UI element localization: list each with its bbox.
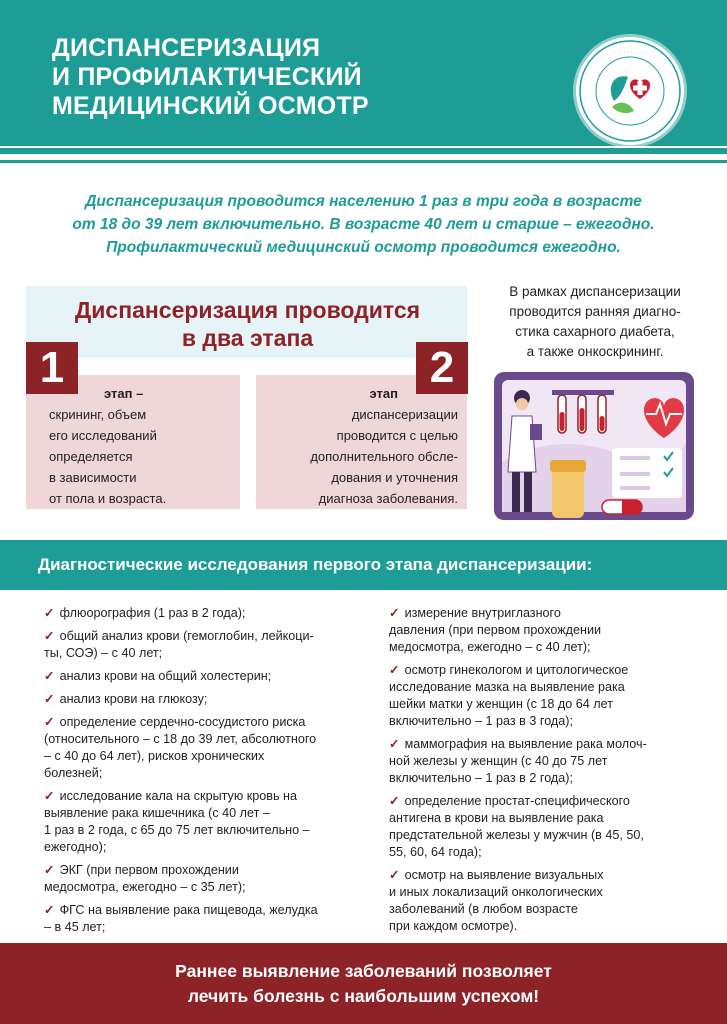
list-item-text: анализ крови на глюкозу;	[59, 692, 208, 706]
list-item	[44, 668, 374, 685]
stage-1-line: от пола и возраста.	[49, 491, 167, 506]
stage-2-line: диагноза заболевания.	[318, 491, 458, 506]
checkmark-icon: ✓	[389, 868, 400, 882]
medical-emblem-icon	[576, 37, 684, 145]
page-title	[52, 34, 369, 121]
intro-text	[20, 190, 707, 259]
list-item-text: заболеваний (в любом возрасте	[389, 902, 578, 916]
list-item-text: антигена в крови на выявление рака	[389, 811, 604, 825]
diagnostics-left-list	[44, 605, 374, 942]
list-item-text: ной железы у женщин (с 40 до 75 лет	[389, 754, 608, 768]
diagnostics-title: Диагностические исследования первого этапа диспансеризации:	[38, 555, 593, 574]
list-item	[44, 862, 374, 896]
side-note-line: стика сахарного диабета,	[515, 324, 675, 339]
list-item	[44, 788, 374, 856]
stage-1-line: в зависимости	[49, 470, 137, 485]
stage-2-line: дополнительного обсле-	[310, 449, 458, 464]
stage-2-line: дования и уточнения	[331, 470, 458, 485]
list-item	[389, 793, 699, 861]
list-item-text: осмотр на выявление визуальных	[404, 868, 604, 882]
checkmark-icon: ✓	[44, 629, 55, 643]
list-item	[44, 628, 374, 662]
checkmark-icon: ✓	[44, 903, 55, 917]
list-item-text: и иных локализаций онкологических	[389, 885, 603, 899]
footer-text	[0, 959, 727, 1009]
side-note-line: а также онкоскрининг.	[526, 344, 664, 359]
footer-line: Раннее выявление заболеваний позволяет	[175, 961, 552, 981]
list-item-text: анализ крови на общий холестерин;	[59, 669, 272, 683]
checkmark-icon: ✓	[44, 606, 55, 620]
list-item-text: исследование кала на скрытую кровь на	[59, 789, 298, 803]
list-item-text: ты, СОЭ) – с 40 лет;	[44, 646, 163, 660]
list-item	[389, 662, 699, 730]
list-item-text: измерение внутриглазного	[404, 606, 561, 620]
list-item-text: ФГС на выявление рака пищевода, желудка	[59, 903, 318, 917]
list-item	[44, 605, 374, 622]
list-item-text: выявление рака кишечника (с 40 лет –	[44, 806, 270, 820]
list-item-text: осмотр гинекологом и цитологическое	[404, 663, 629, 677]
checkmark-icon: ✓	[389, 606, 400, 620]
side-note	[476, 282, 714, 362]
list-item-text: флюорография (1 раз в 2 года);	[59, 606, 246, 620]
stage-1-line: его исследований	[49, 428, 157, 443]
list-item-text: включительно – 1 раз в 2 года);	[389, 771, 573, 785]
list-item	[389, 736, 699, 787]
title-line: И ПРОФИЛАКТИЧЕСКИЙ	[52, 63, 362, 91]
checkmark-icon: ✓	[44, 789, 55, 803]
list-item	[44, 714, 374, 782]
side-note-line: проводится ранняя диагно-	[509, 304, 681, 319]
list-item-text: ЭКГ (при первом прохождении	[59, 863, 239, 877]
doctor-lab-icon	[494, 372, 694, 527]
list-item-text: 55, 60, 64 года);	[389, 845, 482, 859]
intro-line: Диспансеризация проводится населению 1 раз в три года в возрасте	[85, 193, 642, 210]
list-item-text: болезней;	[44, 766, 103, 780]
side-note-line: В рамках диспансеризации	[509, 284, 681, 299]
title-line: МЕДИЦИНСКИЙ ОСМОТР	[52, 92, 369, 120]
footer-line: лечить болезнь с наибольшим успехом!	[187, 986, 540, 1006]
title-line: ДИСПАНСЕРИЗАЦИЯ	[52, 34, 321, 62]
list-item-text: предстательной железы у мужчин (в 45, 50,	[389, 828, 644, 842]
list-item-text: общий анализ крови (гемоглобин, лейкоци-	[59, 629, 314, 643]
list-item-text: давления (при первом прохождении	[389, 623, 602, 637]
stage-1-head: этап –	[104, 386, 144, 401]
checkmark-icon: ✓	[389, 794, 400, 808]
list-item	[44, 902, 374, 936]
list-item-text: медосмотра, ежегодно – с 40 лет);	[389, 640, 591, 654]
stage-1-text	[49, 383, 166, 509]
list-item-text: шейки матки у женщин (с 18 до 64 лет	[389, 697, 613, 711]
stage-2-number: 2	[416, 342, 468, 394]
list-item	[389, 867, 699, 935]
intro-line: Профилактический медицинский осмотр проводится ежегодно.	[106, 239, 621, 256]
list-item-text: – в 45 лет;	[44, 920, 106, 934]
intro-line: от 18 до 39 лет включительно. В возрасте 40 лет и старше – ежегодно.	[72, 216, 655, 233]
stage-2-head: этап	[369, 386, 398, 401]
list-item-text: при каждом осмотре).	[389, 919, 518, 933]
stages-title	[40, 296, 455, 352]
list-item-text: определение простат-специфического	[404, 794, 630, 808]
stage-2-text	[262, 383, 458, 509]
stages-title-line: в два этапа	[181, 325, 314, 351]
list-item-text: – с 40 до 64 лет), рисков хронических	[44, 749, 265, 763]
list-item-text: 1 раз в 2 года, с 65 до 75 лет включительно –	[44, 823, 310, 837]
checkmark-icon: ✓	[389, 663, 400, 677]
stage-1-line: определяется	[49, 449, 133, 464]
list-item-text: ежегодно);	[44, 840, 107, 854]
stage-2-line: диспансеризации	[351, 407, 458, 422]
svg-text:· · · · · · · · · ·: · · · · · · · · · ·	[613, 50, 647, 56]
stage-1-line: скрининг, объем	[49, 407, 147, 422]
stages-title-line: Диспансеризация проводится	[74, 297, 421, 323]
list-item-text: маммография на выявление рака молоч-	[404, 737, 647, 751]
stage-1-number: 1	[26, 342, 78, 394]
checkmark-icon: ✓	[44, 715, 55, 729]
stage-2-line: проводится с целью	[336, 428, 458, 443]
list-item-text: медосмотра, ежегодно – с 35 лет);	[44, 880, 246, 894]
checkmark-icon: ✓	[44, 863, 55, 877]
decorative-stripes	[0, 148, 727, 170]
checkmark-icon: ✓	[44, 692, 55, 706]
checkmark-icon: ✓	[44, 669, 55, 683]
checkmark-icon: ✓	[389, 737, 400, 751]
list-item	[389, 605, 699, 656]
diagnostics-right-list	[389, 605, 699, 941]
list-item-text: (относительного – с 18 до 39 лет, абсолютного	[44, 732, 317, 746]
list-item-text: исследование мазка на выявление рака	[389, 680, 625, 694]
list-item-text: включительно – 1 раз в 3 года);	[389, 714, 573, 728]
list-item	[44, 691, 374, 708]
list-item-text: определение сердечно-сосудистого риска	[59, 715, 306, 729]
